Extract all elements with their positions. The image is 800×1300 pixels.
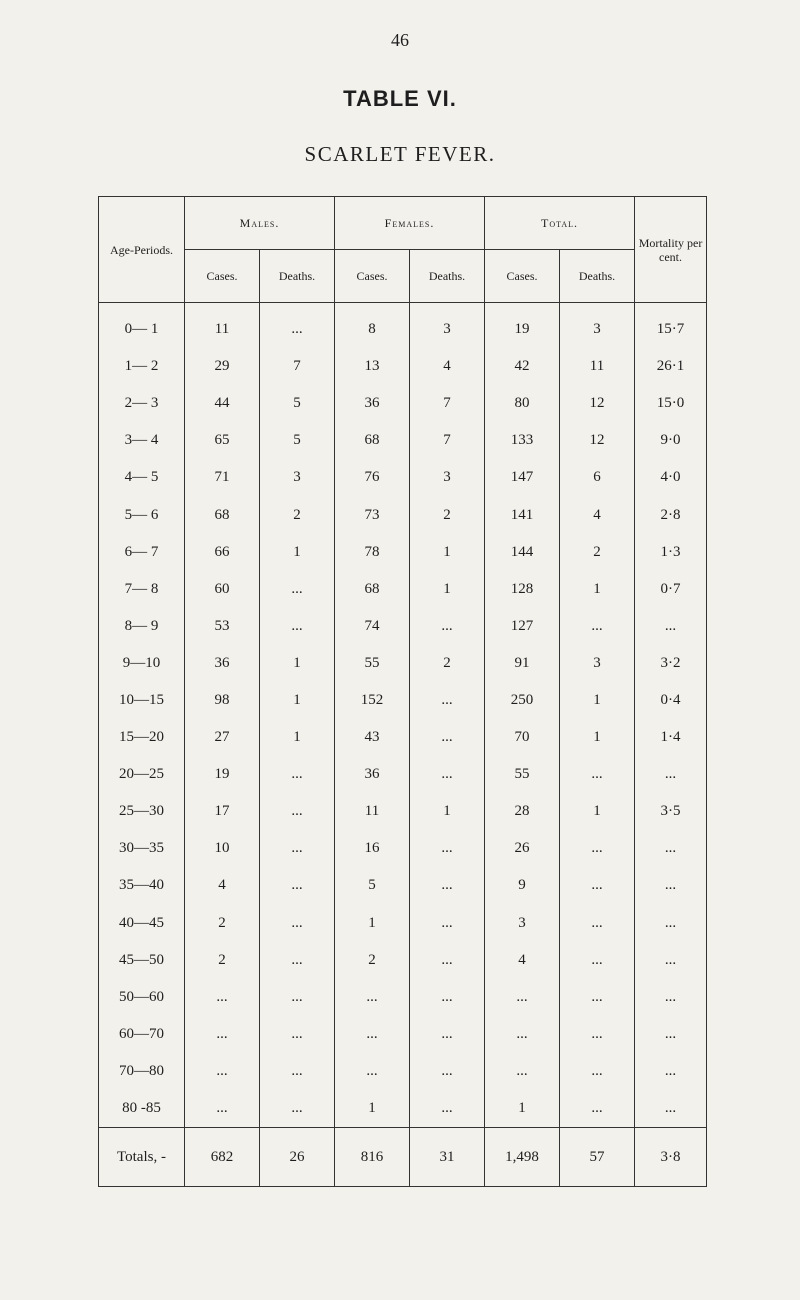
cell-females-deaths: ...: [410, 979, 485, 1016]
cell-males-cases: ...: [185, 979, 260, 1016]
table-row: [99, 608, 707, 645]
cell-total-cases: 127: [485, 608, 560, 645]
table-row: [99, 571, 707, 608]
cell-age-period: 15—20: [99, 719, 185, 756]
cell-mortality: ...: [635, 979, 707, 1016]
cell-total-deaths: ...: [560, 1053, 635, 1090]
cell-males-cases: 36: [185, 645, 260, 682]
cell-females-deaths: 2: [410, 496, 485, 533]
table-row: [99, 1090, 707, 1128]
table-row: [99, 348, 707, 385]
cell-males-deaths: 1: [260, 645, 335, 682]
table-row: [99, 459, 707, 496]
cell-total-cases: 28: [485, 793, 560, 830]
cell-age-period: 40—45: [99, 905, 185, 942]
cell-males-deaths: ...: [260, 1016, 335, 1053]
cell-total-cases: 3: [485, 905, 560, 942]
cell-mortality: ...: [635, 608, 707, 645]
cell-age-period: 7— 8: [99, 571, 185, 608]
cell-females-deaths: 7: [410, 422, 485, 459]
cell-mortality: 15·0: [635, 385, 707, 422]
table-title: TABLE VI.: [343, 86, 457, 111]
cell-mortality: 4·0: [635, 459, 707, 496]
table-row: [99, 867, 707, 904]
table-row: [99, 385, 707, 422]
cell-females-cases: 2: [335, 942, 410, 979]
totals-males-deaths: 26: [260, 1128, 335, 1187]
cell-mortality: 1·3: [635, 534, 707, 571]
cell-males-cases: 27: [185, 719, 260, 756]
header-males-cases: Cases.: [185, 250, 260, 303]
totals-females-deaths: 31: [410, 1128, 485, 1187]
table-row: [99, 905, 707, 942]
cell-males-deaths: 5: [260, 422, 335, 459]
cell-females-cases: 36: [335, 756, 410, 793]
cell-total-cases: 1: [485, 1090, 560, 1128]
cell-males-deaths: ...: [260, 303, 335, 349]
cell-females-cases: 68: [335, 422, 410, 459]
cell-males-deaths: 1: [260, 534, 335, 571]
cell-mortality: 9·0: [635, 422, 707, 459]
cell-mortality: 3·5: [635, 793, 707, 830]
cell-total-deaths: 12: [560, 385, 635, 422]
cell-females-cases: ...: [335, 979, 410, 1016]
cell-total-deaths: ...: [560, 905, 635, 942]
cell-total-cases: 128: [485, 571, 560, 608]
cell-total-cases: 80: [485, 385, 560, 422]
cell-females-cases: 55: [335, 645, 410, 682]
table-row: [99, 830, 707, 867]
cell-age-period: 2— 3: [99, 385, 185, 422]
cell-females-cases: 76: [335, 459, 410, 496]
cell-males-deaths: ...: [260, 979, 335, 1016]
cell-total-cases: 250: [485, 682, 560, 719]
cell-mortality: ...: [635, 867, 707, 904]
cell-age-period: 70—80: [99, 1053, 185, 1090]
cell-females-cases: 43: [335, 719, 410, 756]
totals-row: [99, 1128, 707, 1187]
cell-males-deaths: 7: [260, 348, 335, 385]
cell-males-cases: 68: [185, 496, 260, 533]
cell-males-cases: ...: [185, 1016, 260, 1053]
cell-total-cases: 133: [485, 422, 560, 459]
cell-females-cases: 16: [335, 830, 410, 867]
cell-mortality: 26·1: [635, 348, 707, 385]
cell-males-cases: 10: [185, 830, 260, 867]
cell-age-period: 20—25: [99, 756, 185, 793]
cell-females-cases: 74: [335, 608, 410, 645]
table-row: [99, 979, 707, 1016]
cell-total-deaths: ...: [560, 942, 635, 979]
cell-males-cases: 71: [185, 459, 260, 496]
cell-mortality: 15·7: [635, 303, 707, 349]
cell-females-cases: 11: [335, 793, 410, 830]
header-males: Males.: [185, 197, 335, 250]
cell-total-cases: 144: [485, 534, 560, 571]
cell-females-cases: 152: [335, 682, 410, 719]
cell-males-cases: 29: [185, 348, 260, 385]
cell-total-cases: 91: [485, 645, 560, 682]
totals-total-cases: 1,498: [485, 1128, 560, 1187]
header-row-subcolumns: [99, 250, 707, 303]
header-females-cases: Cases.: [335, 250, 410, 303]
cell-total-deaths: ...: [560, 756, 635, 793]
cell-males-cases: 60: [185, 571, 260, 608]
cell-age-period: 9—10: [99, 645, 185, 682]
cell-age-period: 45—50: [99, 942, 185, 979]
cell-age-period: 30—35: [99, 830, 185, 867]
table-row: [99, 1016, 707, 1053]
cell-total-deaths: ...: [560, 1090, 635, 1128]
cell-mortality: ...: [635, 756, 707, 793]
cell-total-deaths: 2: [560, 534, 635, 571]
totals-total-deaths: 57: [560, 1128, 635, 1187]
cell-age-period: 3— 4: [99, 422, 185, 459]
table-subtitle: SCARLET FEVER.: [304, 142, 496, 166]
cell-males-cases: 4: [185, 867, 260, 904]
cell-males-cases: 98: [185, 682, 260, 719]
cell-males-cases: ...: [185, 1090, 260, 1128]
cell-age-period: 10—15: [99, 682, 185, 719]
cell-females-deaths: 3: [410, 459, 485, 496]
cell-total-deaths: 6: [560, 459, 635, 496]
page-number: 46: [391, 30, 409, 50]
cell-total-deaths: 1: [560, 793, 635, 830]
cell-males-deaths: ...: [260, 1090, 335, 1128]
cell-total-cases: 70: [485, 719, 560, 756]
cell-total-cases: 4: [485, 942, 560, 979]
cell-mortality: 2·8: [635, 496, 707, 533]
cell-mortality: ...: [635, 1090, 707, 1128]
cell-age-period: 1— 2: [99, 348, 185, 385]
cell-total-cases: ...: [485, 979, 560, 1016]
totals-age-period: Totals, -: [99, 1128, 185, 1187]
cell-females-deaths: ...: [410, 905, 485, 942]
cell-mortality: 1·4: [635, 719, 707, 756]
cell-males-deaths: ...: [260, 793, 335, 830]
header-total: Total.: [485, 197, 635, 250]
cell-females-cases: 1: [335, 905, 410, 942]
cell-females-cases: 8: [335, 303, 410, 349]
cell-males-cases: 53: [185, 608, 260, 645]
cell-females-deaths: ...: [410, 867, 485, 904]
table-row: [99, 942, 707, 979]
cell-age-period: 4— 5: [99, 459, 185, 496]
cell-total-deaths: 1: [560, 571, 635, 608]
cell-total-cases: 19: [485, 303, 560, 349]
cell-females-cases: 36: [335, 385, 410, 422]
cell-total-deaths: ...: [560, 1016, 635, 1053]
table-row: [99, 682, 707, 719]
cell-total-deaths: 12: [560, 422, 635, 459]
cell-males-cases: ...: [185, 1053, 260, 1090]
cell-males-deaths: ...: [260, 942, 335, 979]
cell-males-deaths: ...: [260, 905, 335, 942]
cell-males-cases: 65: [185, 422, 260, 459]
cell-females-deaths: ...: [410, 756, 485, 793]
cell-mortality: 3·2: [635, 645, 707, 682]
table-row: [99, 534, 707, 571]
cell-males-cases: 2: [185, 942, 260, 979]
header-total-deaths: Deaths.: [560, 250, 635, 303]
header-row-groups: [99, 197, 707, 250]
cell-males-deaths: ...: [260, 571, 335, 608]
table-row: [99, 422, 707, 459]
cell-males-deaths: ...: [260, 1053, 335, 1090]
cell-males-cases: 17: [185, 793, 260, 830]
cell-total-cases: 26: [485, 830, 560, 867]
cell-males-deaths: 5: [260, 385, 335, 422]
cell-females-deaths: 7: [410, 385, 485, 422]
cell-males-deaths: 3: [260, 459, 335, 496]
cell-age-period: 5— 6: [99, 496, 185, 533]
cell-age-period: 6— 7: [99, 534, 185, 571]
cell-age-period: 8— 9: [99, 608, 185, 645]
header-total-cases: Cases.: [485, 250, 560, 303]
cell-age-period: 60—70: [99, 1016, 185, 1053]
cell-males-deaths: 1: [260, 682, 335, 719]
cell-total-cases: 147: [485, 459, 560, 496]
table-row: [99, 756, 707, 793]
cell-males-deaths: ...: [260, 830, 335, 867]
cell-females-deaths: ...: [410, 1053, 485, 1090]
cell-total-cases: 141: [485, 496, 560, 533]
cell-females-cases: 13: [335, 348, 410, 385]
cell-total-deaths: ...: [560, 867, 635, 904]
cell-males-cases: 19: [185, 756, 260, 793]
cell-females-cases: 68: [335, 571, 410, 608]
cell-females-deaths: 4: [410, 348, 485, 385]
cell-females-deaths: ...: [410, 830, 485, 867]
cell-age-period: 25—30: [99, 793, 185, 830]
cell-males-cases: 2: [185, 905, 260, 942]
cell-mortality: 0·4: [635, 682, 707, 719]
cell-total-cases: 55: [485, 756, 560, 793]
cell-total-deaths: 4: [560, 496, 635, 533]
totals-females-cases: 816: [335, 1128, 410, 1187]
table-body: [99, 303, 707, 1187]
cell-females-deaths: ...: [410, 719, 485, 756]
header-mortality: Mortality per cent.: [635, 197, 707, 303]
cell-males-deaths: ...: [260, 867, 335, 904]
cell-age-period: 0— 1: [99, 303, 185, 349]
cell-females-deaths: 1: [410, 571, 485, 608]
header-females: Females.: [335, 197, 485, 250]
cell-mortality: ...: [635, 905, 707, 942]
cell-males-deaths: 1: [260, 719, 335, 756]
table-row: [99, 303, 707, 349]
cell-females-deaths: 1: [410, 534, 485, 571]
table-row: [99, 719, 707, 756]
cell-females-cases: 78: [335, 534, 410, 571]
cell-males-deaths: ...: [260, 608, 335, 645]
cell-females-cases: ...: [335, 1016, 410, 1053]
table-row: [99, 496, 707, 533]
cell-females-cases: 1: [335, 1090, 410, 1128]
cell-mortality: 0·7: [635, 571, 707, 608]
totals-males-cases: 682: [185, 1128, 260, 1187]
cell-females-deaths: 3: [410, 303, 485, 349]
cell-females-deaths: ...: [410, 608, 485, 645]
cell-males-deaths: ...: [260, 756, 335, 793]
cell-males-cases: 44: [185, 385, 260, 422]
cell-total-deaths: 1: [560, 719, 635, 756]
header-age-periods: Age-Periods.: [99, 197, 185, 303]
cell-females-deaths: ...: [410, 682, 485, 719]
cell-total-cases: ...: [485, 1016, 560, 1053]
cell-total-deaths: 3: [560, 303, 635, 349]
cell-total-deaths: ...: [560, 830, 635, 867]
table-row: [99, 645, 707, 682]
cell-males-cases: 66: [185, 534, 260, 571]
cell-age-period: 50—60: [99, 979, 185, 1016]
cell-females-cases: ...: [335, 1053, 410, 1090]
cell-total-deaths: ...: [560, 608, 635, 645]
cell-mortality: ...: [635, 830, 707, 867]
totals-mortality: 3·8: [635, 1128, 707, 1187]
cell-males-deaths: 2: [260, 496, 335, 533]
cell-age-period: 80 -85: [99, 1090, 185, 1128]
cell-females-cases: 5: [335, 867, 410, 904]
cell-females-deaths: ...: [410, 1090, 485, 1128]
cell-mortality: ...: [635, 1053, 707, 1090]
cell-age-period: 35—40: [99, 867, 185, 904]
header-males-deaths: Deaths.: [260, 250, 335, 303]
scarlet-fever-table: [98, 196, 707, 1187]
cell-females-deaths: 1: [410, 793, 485, 830]
cell-males-cases: 11: [185, 303, 260, 349]
cell-females-deaths: 2: [410, 645, 485, 682]
scarlet-fever-table-container: [98, 196, 706, 1187]
table-row: [99, 793, 707, 830]
cell-total-cases: ...: [485, 1053, 560, 1090]
cell-total-deaths: 3: [560, 645, 635, 682]
cell-total-cases: 9: [485, 867, 560, 904]
table-row: [99, 1053, 707, 1090]
cell-females-deaths: ...: [410, 1016, 485, 1053]
header-females-deaths: Deaths.: [410, 250, 485, 303]
cell-total-deaths: 1: [560, 682, 635, 719]
cell-females-cases: 73: [335, 496, 410, 533]
cell-total-cases: 42: [485, 348, 560, 385]
cell-total-deaths: 11: [560, 348, 635, 385]
cell-females-deaths: ...: [410, 942, 485, 979]
cell-total-deaths: ...: [560, 979, 635, 1016]
cell-mortality: ...: [635, 1016, 707, 1053]
cell-mortality: ...: [635, 942, 707, 979]
